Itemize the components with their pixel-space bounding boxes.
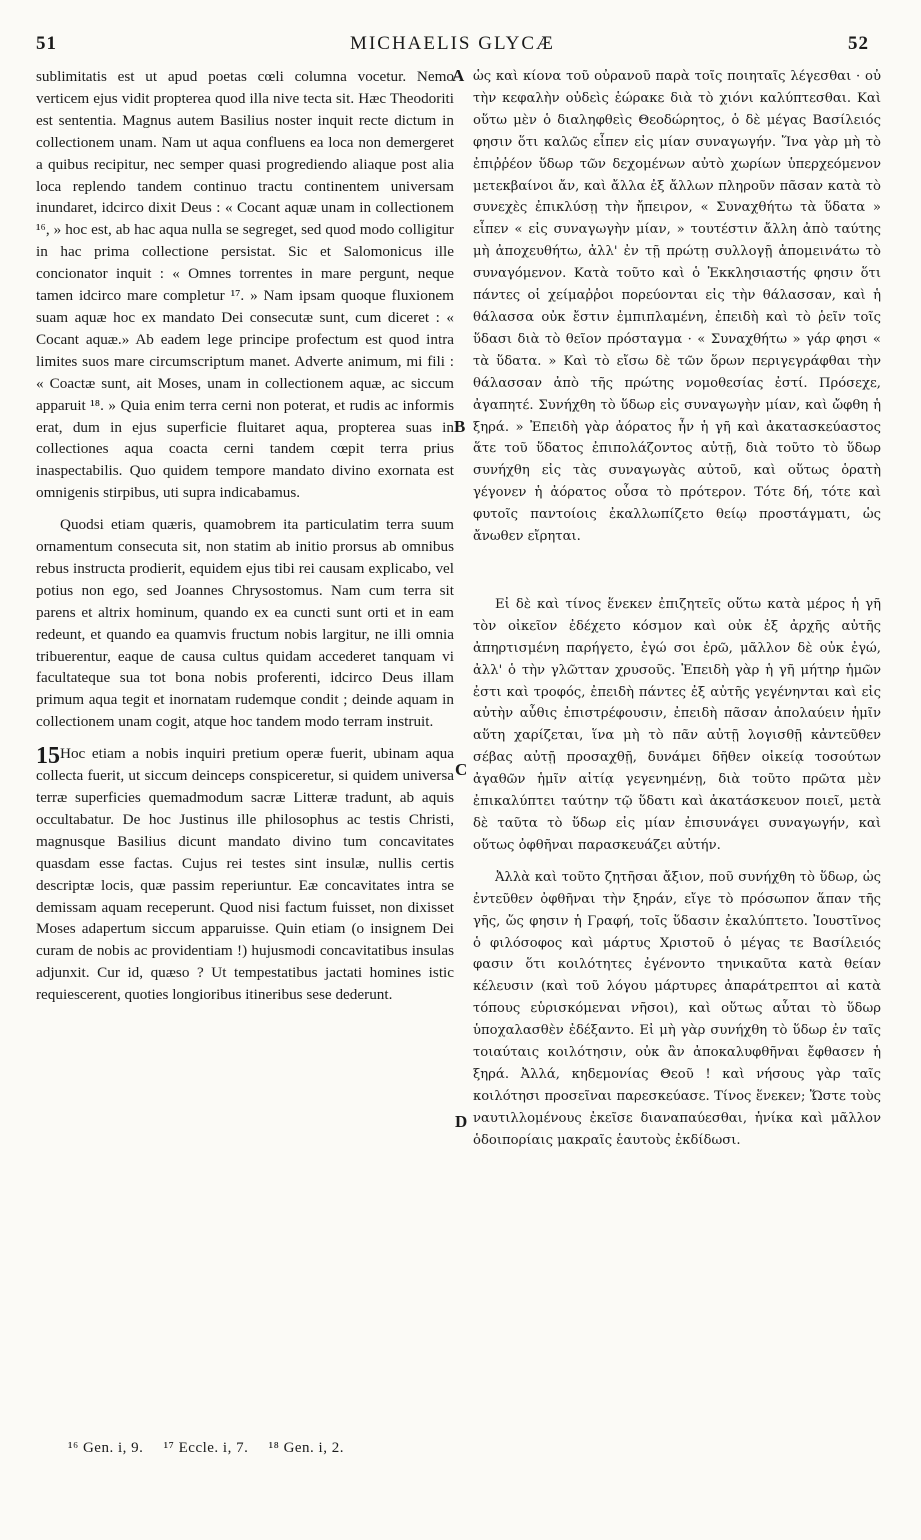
greek-paragraph: Ἀλλὰ καὶ τοῦτο ζητῆσαι ἄξιον, ποῦ συνήχθη τὸ ὕδωρ, ὡς ἐντεῦθεν ὀφθῆναι τὴν ξηράν, εἴγε τὸ πρόσωπον ἅπαν τῆς γῆς, ὥς φησιν ἡ Γραφή, τοῖς ὕδασιν ἐκαλύπτετο. Ἰουστῖνος ὁ φιλόσοφος καὶ μάρτυς Χριστοῦ ὁ μέγας τε Βασίλειός φασιν ὅτι κοιλότητες ἐγένοντο τηνικαῦτα κατὰ θείαν κέλευσιν (καὶ τοῦ λόγου μάρτυρες ἀπαράτρεπτοι αἱ κατὰ τόπους εὑρισκόμεναι νῆσοι), καὶ οὕτως αὗται τὸ ὕδωρ ὑποχαλασθὲν ἐδέξαντο. Εἰ μὴ γὰρ συνήχθη τὸ ὕδωρ ἐν ταῖς τοιαύταις κοιλότησιν, οὐκ ἂν ἀποκαλυφθῆναι ἔφθασεν ἡ ξηρά. Ἀλλά, κηδεμονίας Θεοῦ ! καὶ νήσους γὰρ ταῖς κοιλότησι προσεῖναι παρεσκεύασε. Τίνος ἕνεκεν; Ὥστε τοὺς ναυτιλλομένους ἐκεῖσε διαναπαύεσθαι, ἡνίκα καὶ μᾶλλον ὁδοιπορίαις μακραῖς ἑαυτοὺς ἐκδίδωσι. bbox=[473, 869, 881, 1148]
greek-column bbox=[473, 66, 881, 1162]
margin-letter-a: A bbox=[452, 66, 465, 85]
margin-letter-d: D bbox=[455, 1112, 468, 1131]
margin-letter-c: C bbox=[455, 760, 468, 779]
margin-letter-b: B bbox=[454, 417, 466, 436]
page-number-right: 52 bbox=[848, 33, 869, 54]
page-number-left: 51 bbox=[36, 33, 57, 54]
footnote: ¹⁸ Gen. i, 2. bbox=[268, 1440, 344, 1456]
footnotes bbox=[68, 1440, 360, 1457]
latin-column bbox=[36, 66, 454, 1016]
latin-paragraph: Hoc etiam a nobis inquiri pretium operæ fuerit, ubinam aqua collecta fuerit, ut siccum deinceps conspiceretur, si quidem universa terræ superficies quemadmodum sacræ Litteræ tradunt, ab aquis occultabatur. De hoc Justinus ille philosophus ac testis Christi, magnusque Basilius dicunt mandato divino tum concavitates quasdam esse factas. Cujus rei testes sint insulæ, nullis certis descriptæ locis, quæ passim reperiuntur. Eæ concavitates intra se demissam aquam receperunt. Quod nisi factum fuisset, non dixisset Moses adapertum siccum apparuisse. Quin etiam (o insignem Dei curam de nobis ac providentiam !) hujusmodi concavitatibus insulas adjunxit. Cur id, quæso ? Ut tempestatibus jactati homines istic requiescerent, quoties longioribus itineribus sese dederunt. bbox=[36, 745, 454, 1004]
running-title: MICHAELIS GLYCÆ bbox=[350, 33, 555, 54]
greek-paragraph: Εἰ δὲ καὶ τίνος ἕνεκεν ἐπιζητεῖς οὕτω κατὰ μέρος ἡ γῆ τὸν οἰκεῖον ἐδέχετο κόσμον καὶ οὐκ ἐξ ἀρχῆς αὐτῆς ἀπηρτισμένη παρήγετο, ἐγώ σοι ἐρῶ, μᾶλλον δὲ οὐκ ἐγώ, ἀλλ' ὁ τὴν γλῶτταν χρυσοῦς. Ἐπειδὴ γὰρ ἡ γῆ μήτηρ ἡμῶν ἐστι καὶ τροφός, ἐπειδὴ πάντες ἐξ αὐτῆς γεγένηνται καὶ εἰς αὐτὴν αὖθις ἐπιστρέφουσιν, ἐπειδὴ πᾶσαν ἀπολαύειν ἡμῖν αὕτη χαρίζεται, ἵνα μὴ τὸ πᾶν αὐτῇ λογισθῇ κἀντεῦθεν σέβας αὐτῇ προσαχθῇ, δυνάμει δῆθεν οἰκείᾳ τοσούτων ἀγαθῶν ἡμῖν αἰτίᾳ γεγενημένῃ, διὰ τοῦτο πρῶτα μὲν ἐπικαλύπτει ταύτην τῷ ὕδατι καὶ ἀκατάσκευον ποιεῖ, μετὰ δὲ ταῦτα τὸ ὕδωρ εἰς μίαν ἐπισυνάγει συναγωγήν, καὶ οὕτως ὀφθῆναι παρασκευάζει αὐτήν. bbox=[473, 596, 881, 853]
footnote: ¹⁶ Gen. i, 9. bbox=[68, 1440, 144, 1456]
latin-paragraph: Quodsi etiam quæris, quamobrem ita particulatim terra suum ornamentum consecuta sit, non statim ab initio prorsus ab omnibus rebus instructa prodierit, equidem ejus tibi rei causam explicabo, vel potius non ego, sed Joannes Chrysostomus. Nam cum terra sit parens et altrix hominum, quando ex ea cuncti sunt orti et in eam redeunt, et quando ea quamvis fructum nobis largitur, ne illi omnia tribuerentur, eaque de causa cultus quidam accederet tanquam vi facultateque sua tot bona nobis proferenti, idcirco Deus illam primum aqua tegit et inornatam rudemque condit ; deinde aquam in collectionem unam cogit, atque hoc tandem modo terram instruit. bbox=[36, 516, 454, 731]
running-header bbox=[36, 33, 869, 63]
section-number: 15 bbox=[36, 743, 60, 769]
footnote: ¹⁷ Eccle. i, 7. bbox=[163, 1440, 249, 1456]
greek-paragraph: ὡς καὶ κίονα τοῦ οὐρανοῦ παρὰ τοῖς ποιηταῖς λέγεσθαι · οὐ τὴν κεφαλὴν οὐδεὶς ἑώρακε διὰ τὸ χιόνι καλύπτεσθαι. Καὶ οὕτω μὲν ὁ διαληφθεὶς Θεοδώρητος, ὁ δὲ μέγας Βασίλειός φησιν ὅτι καλῶς εἶπεν εἰς μίαν συναγωγήν. Ἵνα γὰρ μὴ τὸ ἐπιῤῥέον ὕδωρ τῶν δεχομένων αὐτὸ χωρίων ὑπερχεόμενον μετεκβαίνοι ἄν, καὶ ἄλλα ἐξ ἄλλων πληροῦν πᾶσαν κατὰ τὸ συνεχὲς ἐπικλύσῃ τὴν ἤπειρον, « Συναχθήτω τὰ ὕδατα » εἶπεν « εἰς συναγωγὴν μίαν, » τουτέστιν ἄλλη ἀπὸ ταύτης μὴ ἀποχευθήτω, ἀλλ' ἐν τῇ πρώτῃ συλλογῇ ἀπομεινάτω τὸ συναγόμενον. Κατὰ τοῦτο καὶ ὁ Ἐκκλησιαστής φησιν ὅτι πάντες οἱ χείμαῤῥοι πορεύονται εἰς τὴν θάλασσαν, καὶ ἡ θάλασσα οὐκ ἔστιν ἐμπιπλαμένη, ἐπειδὴ καὶ τὸ ῥεῖν τοῖς ὕδασι διὰ τὸ θεῖον πρόσταγμα · « Συναχθήτω » γάρ φησι « τὰ ὕδατα. » Καὶ τὸ εἴσω δὲ τῶν ὅρων περιγεγράφθαι τὴν θάλασσαν ἀπὸ τῆς πρώτης νομοθεσίας ἐστί. Πρόσεχε, ἀγαπητέ. Συνήχθη τὸ ὕδωρ εἰς συναγωγὴν μίαν, καὶ ὤφθη ἡ ξηρά. » Ἐπειδὴ γὰρ ἀόρατος ἦν ἡ γῆ καὶ ἀκατασκεύαστος ἅτε τοῦ ὕδατος ἐπιπολάζοντος αὐτῇ, διὰ τοῦτο τὸ ὕδωρ συνήχθη εἰς τὰς συναγωγὰς αὐτοῦ, καὶ οὕτως ὁρατὴ γέγονεν ἡ ἀόρατος οὖσα τὸ πρότερον. Τότε δή, τότε καὶ φυτοῖς παντοίοις ἐκαλλωπίζετο θείῳ προστάγματι, ὡς ἄνωθεν εἴρηται. bbox=[473, 69, 881, 545]
latin-paragraph: sublimitatis est ut apud poetas cœli columna vocetur. Nemo verticem ejus vidit propterea quod illa nive tecta sit. Hæc Theodoriti est sententia. Magnus autem Basilius noster inquit recte dictum in collectionem unam. Nam ut aqua confluens ea loca non demergeret a quibus recipitur, nec semper quasi progrediendo aliaque post alia loca replendo tandem continuo tractu continentem universam inundaret, idcirco dixit Deus : « Cocant aquæ unam in collectionem ¹⁶, » hoc est, ab hac aqua nulla se segreget, sed quod modo colligitur in hac prima collectione persistat. Sic et Salomonicus ille concionator inquit : « Omnes torrentes in mare pergunt, neque tamen idcirco mare completur ¹⁷. » Nam ipsam quoque fluxionem suam aquæ hoc ex mandato Dei consecutæ sunt, cum diceret : « Cocant aquæ.» Ab eadem lege principe profectum est quod intra limites suos mare circumscriptum manet. Adverte animum, mi fili : « Coactæ sunt, ait Moses, unam in collectionem aquæ, ac siccum apparuit ¹⁸. » Quia enim terra cerni non poterat, et rudis ac informis erat, dum in ejus superficie fluitaret aqua, propterea suas in collectiones aqua coacta cerni tandem cœpit terra prius inaspectabilis. Quo quidem tempore mandato divino exornata est omnigenis stirpibus, uti supra indicabamus. bbox=[36, 68, 454, 502]
